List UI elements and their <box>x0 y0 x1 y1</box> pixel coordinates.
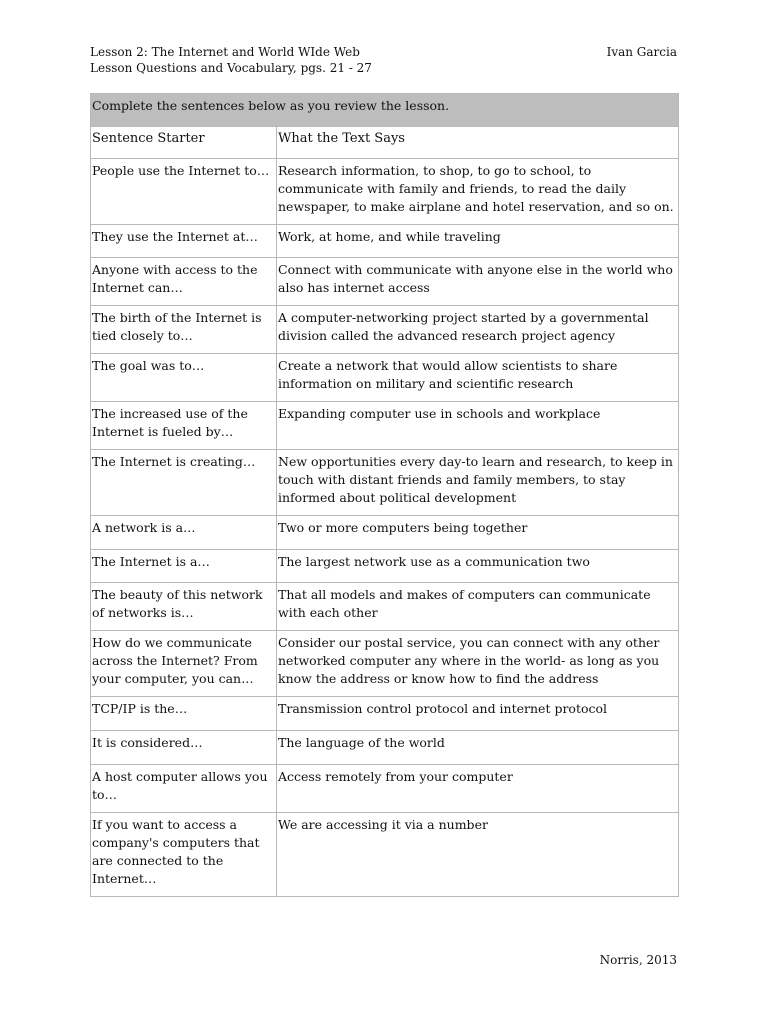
table-row <box>91 813 679 897</box>
sentence-starter-cell: The increased use of the Internet is fueled by… <box>91 402 277 450</box>
sentence-starter-cell: The birth of the Internet is tied closely to… <box>91 306 277 354</box>
lesson-title: Lesson 2: The Internet and World WIde Web <box>90 45 360 59</box>
document-header <box>90 44 372 76</box>
table-row <box>91 731 679 765</box>
sentence-starter-cell: People use the Internet to… <box>91 159 277 225</box>
table-row <box>91 631 679 697</box>
table-row <box>91 765 679 813</box>
answer-cell: Connect with communicate with anyone else in the world who also has internet access <box>277 258 679 306</box>
answer-cell: Two or more computers being together <box>277 516 679 550</box>
table-row <box>91 697 679 731</box>
table-row <box>91 450 679 516</box>
answer-cell: A computer-networking project started by a governmental division called the advanced research project agency <box>277 306 679 354</box>
column-header-starter: Sentence Starter <box>91 127 277 159</box>
footer-credit: Norris, 2013 <box>599 953 677 967</box>
sentence-starter-cell: The Internet is creating… <box>91 450 277 516</box>
column-header-answer: What the Text Says <box>277 127 679 159</box>
sentence-starter-cell: The beauty of this network of networks is… <box>91 583 277 631</box>
sentence-starter-cell: TCP/IP is the… <box>91 697 277 731</box>
table-row <box>91 159 679 225</box>
sentence-starter-cell: It is considered… <box>91 731 277 765</box>
table-row <box>91 402 679 450</box>
answer-cell: Work, at home, and while traveling <box>277 225 679 258</box>
column-header-row <box>91 127 679 159</box>
answer-cell: We are accessing it via a number <box>277 813 679 897</box>
table-row <box>91 225 679 258</box>
answer-cell: That all models and makes of computers can communicate with each other <box>277 583 679 631</box>
answer-cell: New opportunities every day-to learn and research, to keep in touch with distant friends and family members, to stay informed about political development <box>277 450 679 516</box>
answer-cell: Create a network that would allow scientists to share information on military and scientific research <box>277 354 679 402</box>
answer-cell: Expanding computer use in schools and workplace <box>277 402 679 450</box>
answer-cell: Transmission control protocol and internet protocol <box>277 697 679 731</box>
sentence-starter-cell: They use the Internet at… <box>91 225 277 258</box>
table-row <box>91 306 679 354</box>
lesson-subtitle: Lesson Questions and Vocabulary, pgs. 21 - 27 <box>90 61 372 75</box>
sentence-starter-cell: A host computer allows you to… <box>91 765 277 813</box>
sentence-starter-cell: The goal was to… <box>91 354 277 402</box>
author-name: Ivan Garcia <box>606 45 677 59</box>
instruction-banner: Complete the sentences below as you review the lesson. <box>91 94 679 127</box>
table-row <box>91 583 679 631</box>
sentence-starter-cell: How do we communicate across the Internet? From your computer, you can… <box>91 631 277 697</box>
answer-cell: Research information, to shop, to go to school, to communicate with family and friends, to read the daily newspaper, to make airplane and hotel reservation, and so on. <box>277 159 679 225</box>
table-row <box>91 354 679 402</box>
sentence-starter-cell: A network is a… <box>91 516 277 550</box>
table-row <box>91 550 679 583</box>
sentence-starter-cell: The Internet is a… <box>91 550 277 583</box>
table-row <box>91 516 679 550</box>
sentence-starter-cell: Anyone with access to the Internet can… <box>91 258 277 306</box>
answer-cell: The largest network use as a communication two <box>277 550 679 583</box>
sentence-starter-cell: If you want to access a company's computers that are connected to the Internet… <box>91 813 277 897</box>
table-row <box>91 258 679 306</box>
worksheet-table <box>90 93 679 897</box>
answer-cell: Access remotely from your computer <box>277 765 679 813</box>
answer-cell: Consider our postal service, you can connect with any other networked computer any where in the world- as long as you know the address or know how to find the address <box>277 631 679 697</box>
answer-cell: The language of the world <box>277 731 679 765</box>
instruction-banner-row <box>91 94 679 127</box>
